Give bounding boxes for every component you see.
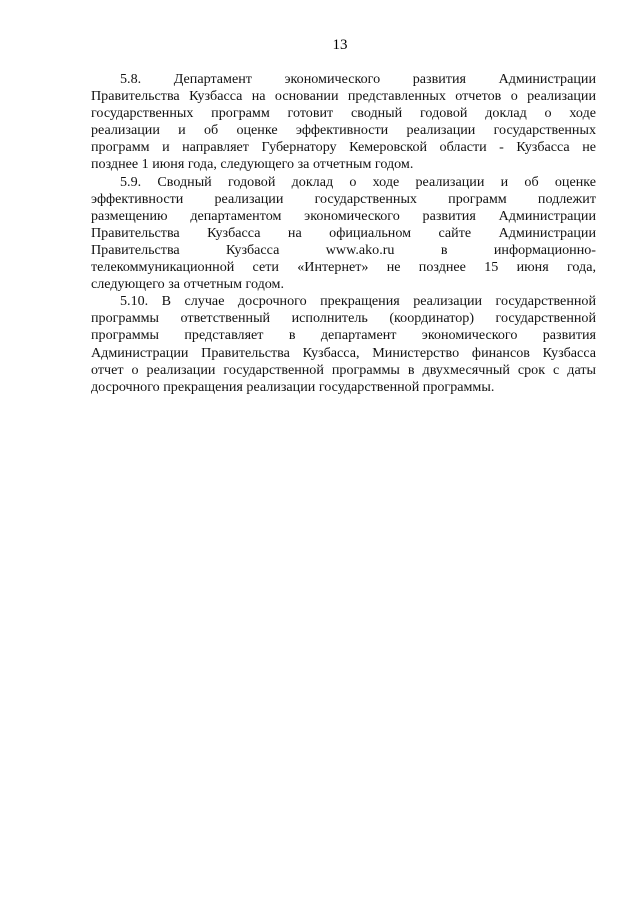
paragraph-line: эффективности реализации государственных программ подлежит bbox=[91, 190, 596, 207]
paragraph-5-10 bbox=[91, 293, 596, 396]
paragraph-line: размещению департаментом экономического развития Администрации bbox=[91, 207, 596, 224]
paragraph-line: Правительства Кузбасса на официальном сайте Администрации bbox=[91, 224, 596, 241]
paragraph-line: программы представляет в департамент экономического развития bbox=[91, 327, 596, 344]
paragraph-line: государственных программ готовит сводный годовой доклад о ходе bbox=[91, 105, 596, 122]
paragraph-line: 5.10. В случае досрочного прекращения реализации государственной bbox=[120, 293, 596, 310]
paragraph-line: программ и направляет Губернатору Кемеровской области - Кузбасса не bbox=[91, 139, 596, 156]
paragraph-line: отчет о реализации государственной программы в двухмесячный срок с даты bbox=[91, 361, 596, 378]
paragraph-line: телекоммуникационной сети «Интернет» не позднее 15 июня года, bbox=[91, 259, 596, 276]
paragraph-line: реализации и об оценке эффективности реализации государственных bbox=[91, 122, 596, 139]
paragraph-line: Администрации Правительства Кузбасса, Министерство финансов Кузбасса bbox=[91, 344, 596, 361]
paragraph-line: Правительства Кузбасса www.ako.ru в информационно- bbox=[91, 241, 596, 258]
paragraph-line: следующего за отчетным годом. bbox=[91, 276, 284, 293]
paragraph-line: 5.8. Департамент экономического развития Администрации bbox=[120, 71, 596, 87]
paragraph-5-9 bbox=[91, 174, 596, 294]
paragraph-5-8 bbox=[91, 71, 596, 174]
paragraph-line: 5.9. Сводный годовой доклад о ходе реализации и об оценке bbox=[120, 173, 596, 190]
paragraph-line: позднее 1 июня года, следующего за отчетным годом. bbox=[91, 156, 414, 173]
paragraph-line: Правительства Кузбасса на основании представленных отчетов о реализации bbox=[91, 88, 596, 105]
page-number: 13 bbox=[332, 37, 348, 53]
document-body bbox=[91, 71, 596, 396]
paragraph-line: досрочного прекращения реализации государственной программы. bbox=[91, 378, 495, 395]
paragraph-line: программы ответственный исполнитель (координатор) государственной bbox=[91, 310, 596, 327]
